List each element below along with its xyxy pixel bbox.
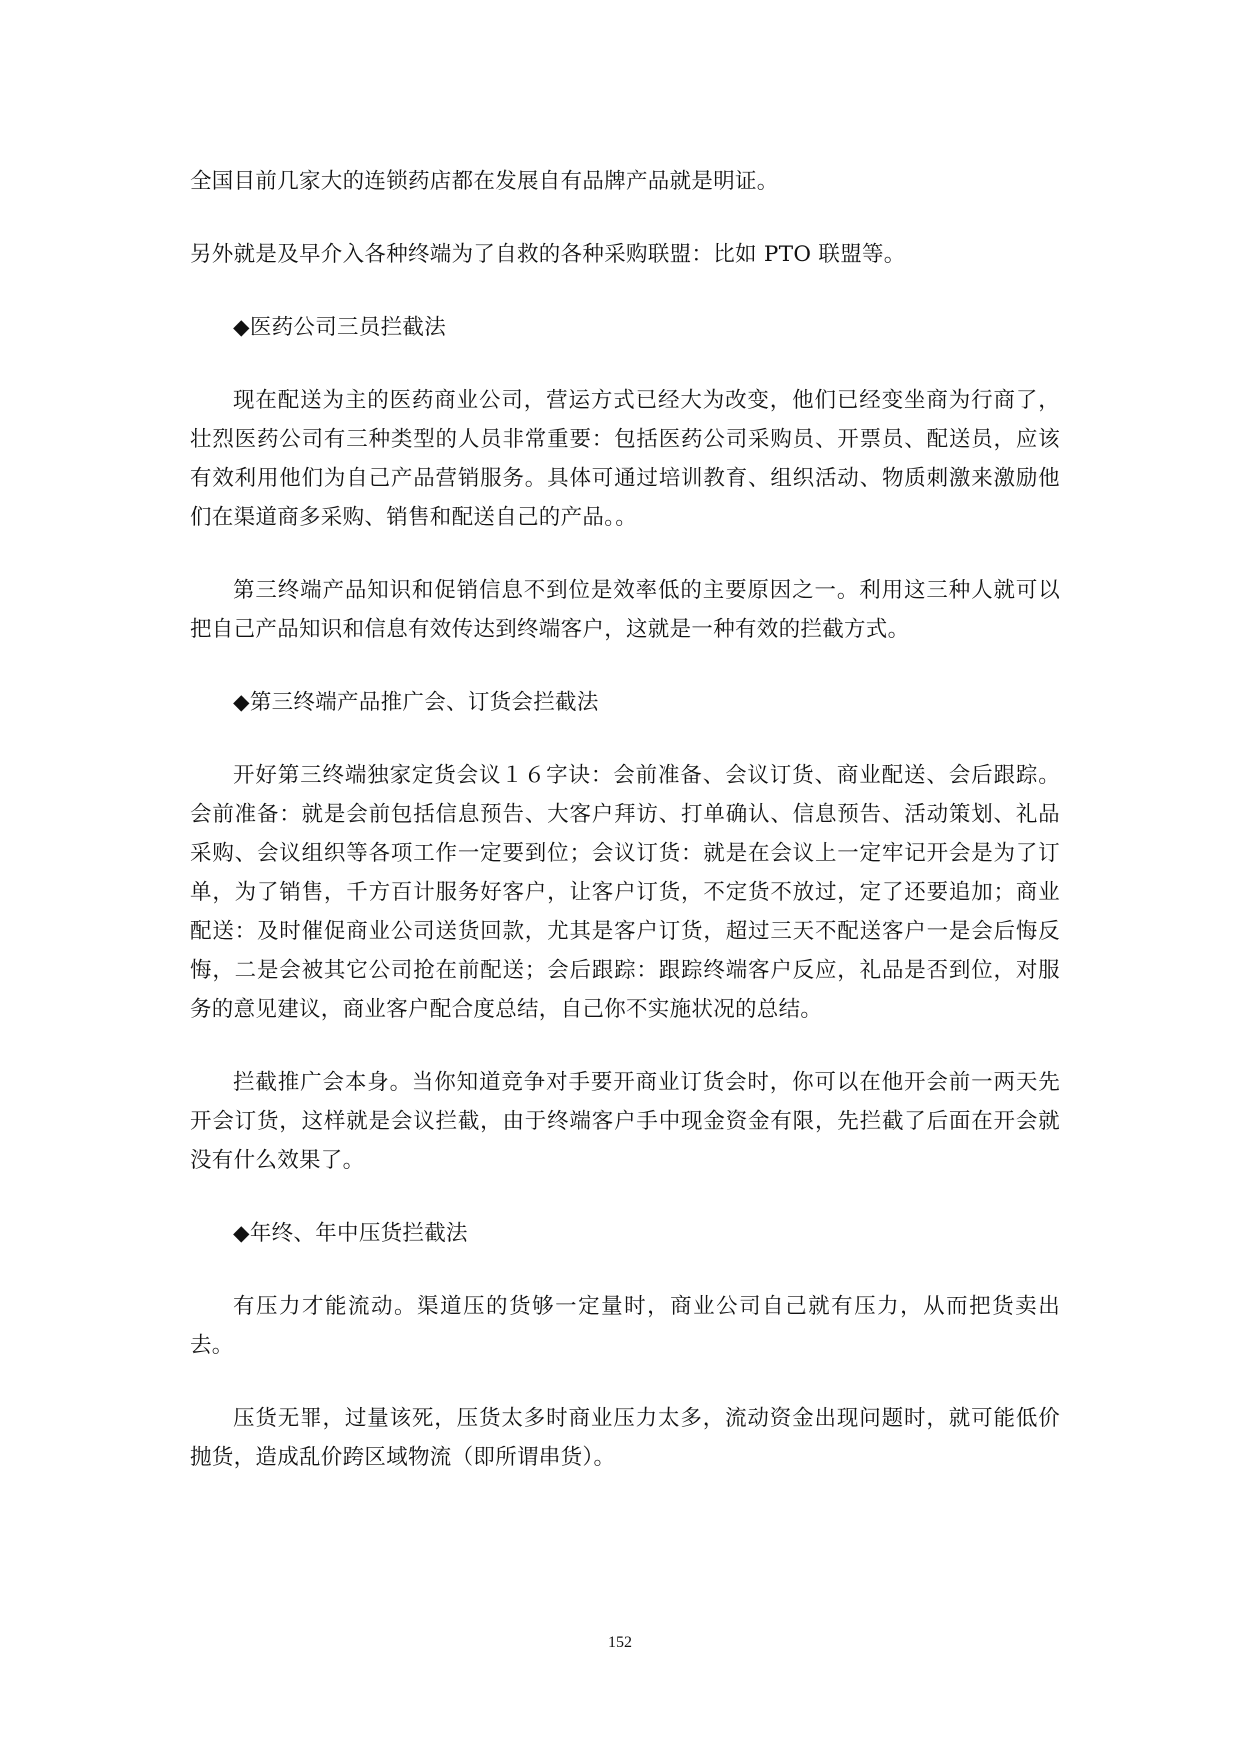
paragraph-2: 另外就是及早介入各种终端为了自救的各种采购联盟：比如 PTO 联盟等。 <box>190 242 906 267</box>
paragraph-7: 有压力才能流动。渠道压的货够一定量时，商业公司自己就有压力，从而把货卖出去。 <box>190 1294 1060 1358</box>
paragraph-8: 压货无罪，过量该死，压货太多时商业压力太多，流动资金出现问题时，就可能低价抛货，造成乱价跨区域物流（即所谓串货）。 <box>190 1406 1060 1470</box>
paragraph-4: 第三终端产品知识和促销信息不到位是效率低的主要原因之一。利用这三种人就可以把自己产品知识和信息有效传达到终端客户，这就是一种有效的拦截方式。 <box>190 578 1060 642</box>
paragraph-6: 拦截推广会本身。当你知道竞争对手要开商业订货会时，你可以在他开会前一两天先开会订货，这样就是会议拦截，由于终端客户手中现金资金有限，先拦截了后面在开会就没有什么效果了。 <box>190 1070 1060 1173</box>
document-body <box>190 162 1060 1477</box>
page-number: 152 <box>608 1634 632 1651</box>
section-heading-2: ◆第三终端产品推广会、订货会拦截法 <box>233 690 599 715</box>
paragraph-1: 全国目前几家大的连锁药店都在发展自有品牌产品就是明证。 <box>190 169 779 194</box>
paragraph-3: 现在配送为主的医药商业公司，营运方式已经大为改变，他们已经变坐商为行商了，壮烈医药公司有三种类型的人员非常重要：包括医药公司采购员、开票员、配送员，应该有效利用他们为自己产品营销服务。具体可通过培训教育、组织活动、物质刺激来激励他们在渠道商多采购、销售和配送自己的产品。。 <box>190 388 1060 530</box>
section-heading-1: ◆医药公司三员拦截法 <box>233 315 447 340</box>
section-heading-3: ◆年终、年中压货拦截法 <box>233 1221 468 1246</box>
paragraph-5: 开好第三终端独家定货会议１６字诀：会前准备、会议订货、商业配送、会后跟踪。会前准备：就是会前包括信息预告、大客户拜访、打单确认、信息预告、活动策划、礼品采购、会议组织等各项工作一定要到位；会议订货：就是在会议上一定牢记开会是为了订单，为了销售，千方百计服务好客户，让客户订货，不定货不放过，定了还要追加；商业配送：及时催促商业公司送货回款，尤其是客户订货，超过三天不配送客户一是会后悔反悔，二是会被其它公司抢在前配送；会后跟踪：跟踪终端客户反应，礼品是否到位，对服务的意见建议，商业客户配合度总结，自己你不实施状况的总结。 <box>190 763 1060 1022</box>
